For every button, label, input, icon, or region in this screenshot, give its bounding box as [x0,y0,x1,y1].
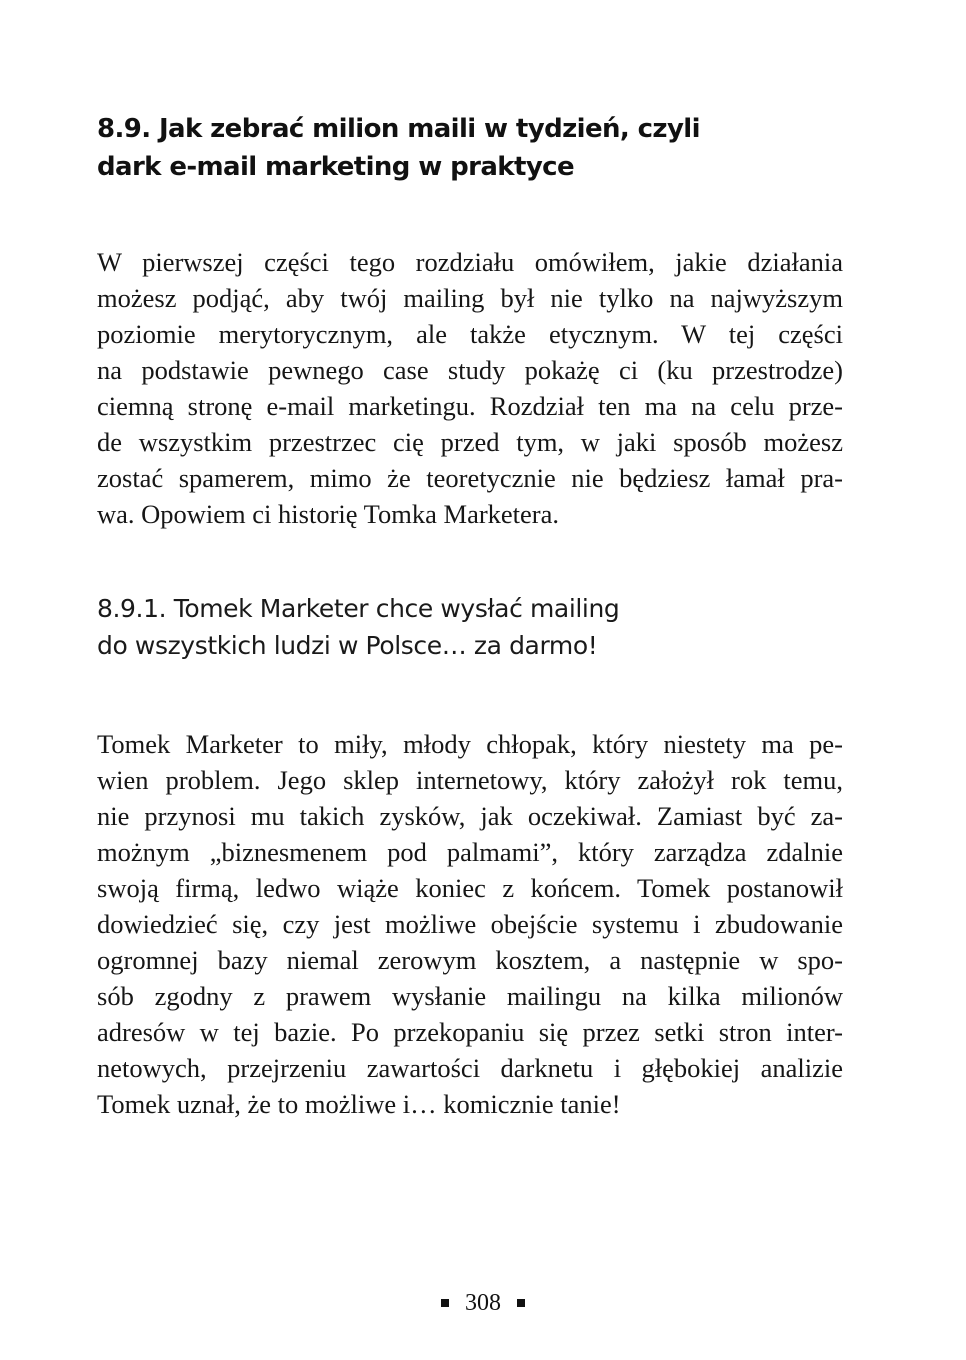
section-heading-line: 8.9. Jak zebrać milion maili w tydzień, czyli [97,114,700,144]
square-ornament-icon [517,1299,525,1307]
text-line: Tomek uznał, że to możliwe i… komicznie tanie! [97,1089,621,1119]
section-heading-line: dark e-mail marketing w praktyce [97,152,575,182]
subsection-heading [97,590,857,664]
text-line: wien problem. Jego sklep internetowy, który założył rok temu, [97,765,843,795]
text-line: ogromnej bazy niemal zerowym kosztem, a następnie w spo- [97,945,843,975]
text-line: swoją firmą, ledwo wiąże koniec z końcem. Tomek postanowił [97,873,843,903]
story-paragraph [97,726,843,1122]
text-line: zostać spamerem, mimo że teoretycznie nie będziesz łamał pra- [97,463,843,493]
section-heading [97,110,857,186]
text-line: netowych, przejrzeniu zawartości darknetu i głębokiej analizie [97,1053,843,1083]
page-number: 308 [465,1290,501,1316]
text-line: nie przynosi mu takich zysków, jak oczekiwał. Zamiast być za- [97,801,843,831]
subsection-heading-line: do wszystkich ludzi w Polsce… za darmo! [97,631,598,660]
text-line: sób zgodny z prawem wysłanie mailingu na kilka milionów [97,981,843,1011]
text-line: de wszystkim przestrzec cię przed tym, w jaki sposób możesz [97,427,843,457]
text-line: ciemną stronę e-mail marketingu. Rozdział ten ma na celu prze- [97,391,843,421]
text-line: wa. Opowiem ci historię Tomka Marketera. [97,499,560,529]
text-line: na podstawie pewnego case study pokażę ci (ku przestrodze) [97,355,843,385]
text-line: W pierwszej części tego rozdziału omówiłem, jakie działania [97,247,843,277]
text-line: Tomek Marketer to miły, młody chłopak, który niestety ma pe- [97,729,843,759]
square-ornament-icon [441,1299,449,1307]
page-footer [0,1288,966,1318]
intro-paragraph [97,244,843,532]
text-line: możesz podjąć, aby twój mailing był nie tylko na najwyższym [97,283,843,313]
subsection-heading-line: 8.9.1. Tomek Marketer chce wysłać mailing [97,594,620,623]
text-line: możnym „biznesmenem pod palmami”, który zarządza zdalnie [97,837,843,867]
text-line: dowiedzieć się, czy jest możliwe obejście systemu i zbudowanie [97,909,843,939]
text-line: poziomie merytorycznym, ale także etycznym. W tej części [97,319,843,349]
text-line: adresów w tej bazie. Po przekopaniu się przez setki stron inter- [97,1017,843,1047]
